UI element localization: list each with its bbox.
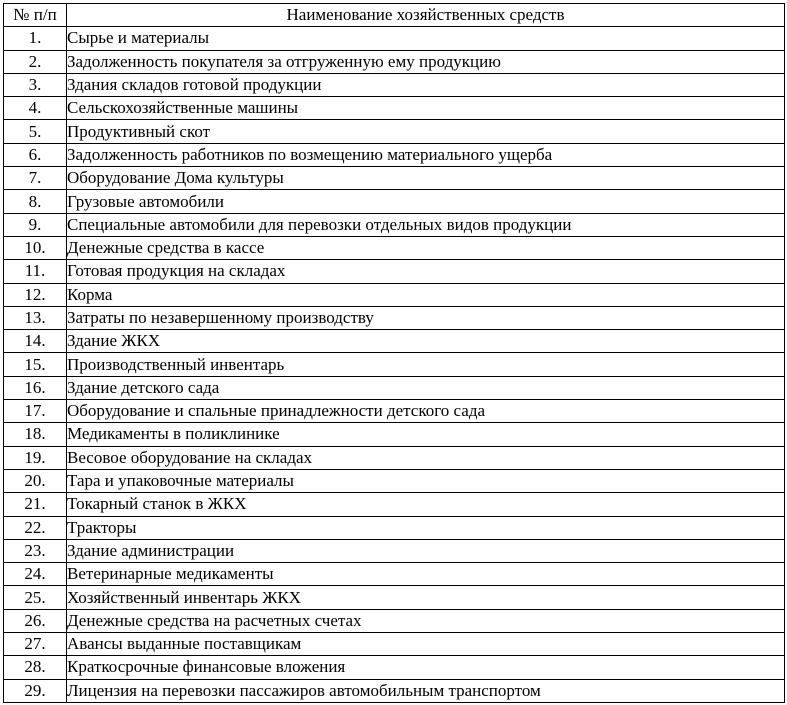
row-number: 1. [4,27,67,50]
table-row [4,353,785,376]
asset-name: Здания складов готовой продукции [67,73,785,96]
row-number: 20. [4,469,67,492]
table-row [4,563,785,586]
asset-name: Специальные автомобили для перевозки отдельных видов продукции [67,213,785,236]
table-row [4,469,785,492]
asset-name: Денежные средства на расчетных счетах [67,609,785,632]
asset-name: Производственный инвентарь [67,353,785,376]
asset-name: Оборудование и спальные принадлежности детского сада [67,400,785,423]
row-number: 12. [4,283,67,306]
asset-name: Задолженность покупателя за отгруженную ему продукцию [67,50,785,73]
row-number: 14. [4,330,67,353]
row-number: 19. [4,446,67,469]
table-row [4,376,785,399]
asset-name: Токарный станок в ЖКХ [67,493,785,516]
table-body [4,27,785,703]
row-number: 4. [4,97,67,120]
row-number: 22. [4,516,67,539]
table-row [4,516,785,539]
row-number: 16. [4,376,67,399]
asset-name: Здание ЖКХ [67,330,785,353]
asset-name: Готовая продукция на складах [67,260,785,283]
table-row [4,73,785,96]
asset-name: Ветеринарные медикаменты [67,563,785,586]
asset-name: Тракторы [67,516,785,539]
assets-table [3,3,785,703]
table-row [4,190,785,213]
table-row [4,609,785,632]
table-row [4,120,785,143]
table-row [4,656,785,679]
asset-name: Хозяйственный инвентарь ЖКХ [67,586,785,609]
table-row [4,306,785,329]
column-header-name: Наименование хозяйственных средств [67,4,785,27]
asset-name: Здание детского сада [67,376,785,399]
asset-name: Затраты по незавершенному производству [67,306,785,329]
row-number: 26. [4,609,67,632]
row-number: 28. [4,656,67,679]
asset-name: Лицензия на перевозки пассажиров автомобильным транспортом [67,679,785,702]
asset-name: Краткосрочные финансовые вложения [67,656,785,679]
table-row [4,679,785,702]
row-number: 11. [4,260,67,283]
table-row [4,167,785,190]
table-row [4,213,785,236]
asset-name: Весовое оборудование на складах [67,446,785,469]
table-header-row [4,4,785,27]
asset-name: Денежные средства в кассе [67,236,785,259]
row-number: 18. [4,423,67,446]
asset-name: Оборудование Дома культуры [67,167,785,190]
row-number: 7. [4,167,67,190]
table-row [4,633,785,656]
table-row [4,236,785,259]
asset-name: Задолженность работников по возмещению материального ущерба [67,143,785,166]
row-number: 24. [4,563,67,586]
asset-name: Тара и упаковочные материалы [67,469,785,492]
table-row [4,539,785,562]
asset-name: Медикаменты в поликлинике [67,423,785,446]
asset-name: Здание администрации [67,539,785,562]
table-row [4,493,785,516]
row-number: 15. [4,353,67,376]
row-number: 3. [4,73,67,96]
row-number: 17. [4,400,67,423]
row-number: 29. [4,679,67,702]
row-number: 6. [4,143,67,166]
row-number: 10. [4,236,67,259]
row-number: 8. [4,190,67,213]
row-number: 9. [4,213,67,236]
row-number: 23. [4,539,67,562]
table-row [4,27,785,50]
row-number: 25. [4,586,67,609]
table-row [4,423,785,446]
asset-name: Корма [67,283,785,306]
table-row [4,50,785,73]
table-row [4,97,785,120]
table-row [4,143,785,166]
row-number: 5. [4,120,67,143]
row-number: 27. [4,633,67,656]
row-number: 13. [4,306,67,329]
table-row [4,446,785,469]
table-row [4,330,785,353]
row-number: 2. [4,50,67,73]
asset-name: Грузовые автомобили [67,190,785,213]
table-row [4,586,785,609]
table-row [4,260,785,283]
asset-name: Продуктивный скот [67,120,785,143]
asset-name: Сельскохозяйственные машины [67,97,785,120]
table-row [4,400,785,423]
row-number: 21. [4,493,67,516]
asset-name: Сырье и материалы [67,27,785,50]
asset-name: Авансы выданные поставщикам [67,633,785,656]
table-row [4,283,785,306]
column-header-number: № п/п [4,4,67,27]
